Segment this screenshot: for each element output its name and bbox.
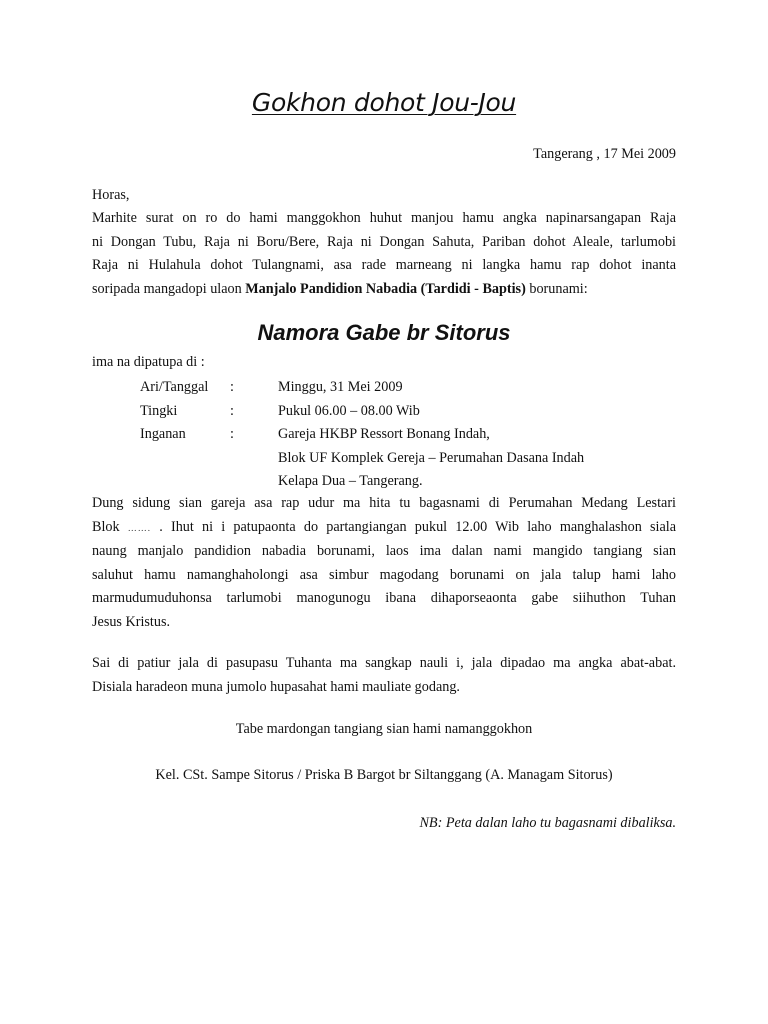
intro-line-2: ni Dongan Tubu, Raja ni Boru/Bere, Raja ni Dongan Sahuta, Pariban dohot Aleale, tarlumobi (92, 233, 676, 250)
details-lead: ima na dipatupa di : (92, 354, 205, 370)
intro-line-4-text: soripada mangadopi ulaon (92, 280, 246, 297)
detail-row-address-1 (140, 447, 584, 471)
detail-colon: : (230, 426, 234, 442)
event-details (140, 376, 584, 494)
detail-label: Ari/Tanggal (140, 379, 209, 395)
detail-value: Minggu, 31 Mei 2009 (278, 379, 403, 395)
body1-line-1: Dung sidung sian gareja asa rap udur ma hita tu bagasnami di Perumahan Medang Lestari (92, 495, 676, 511)
detail-value: Blok UF Komplek Gereja – Perumahan Dasana Indah (278, 449, 585, 466)
closing-line: Tabe mardongan tangiang sian hami namanggokhon (235, 721, 533, 737)
honoree-name: Namora Gabe br Sitorus (257, 320, 511, 345)
body1-line-3: naung manjalo pandidion nabadia borunami, laos ima dalan nami mangido tangiang sian (92, 543, 676, 559)
detail-label: Tingki (140, 402, 178, 419)
event-name: Manjalo Pandidion Nabadia (Tardidi - Baptis) (245, 280, 526, 297)
detail-value: Kelapa Dua – Tangerang. (278, 473, 423, 489)
detail-label: Inganan (140, 426, 186, 442)
body1-line-5: marmudumuduhonsa tarlumobi manogunogu ibana dihaporseaonta gabe siihuthon Tuhan (92, 590, 676, 606)
body1-line-2 (92, 516, 676, 541)
body2-line-1: Sai di patiur jala di pasupasu Tuhanta ma sangkap nauli i, jala dipadao ma angka abat-abat. (92, 655, 676, 671)
intro-line-4 (92, 278, 676, 302)
date-line: Tangerang , 17 Mei 2009 (533, 146, 676, 162)
signature-line: Kel. CSt. Sampe Sitorus / Priska B Bargot br Siltanggang (A. Managam Sitorus) (155, 767, 613, 783)
body-paragraph-2 (92, 652, 676, 699)
intro-line-4-end: borunami: (525, 280, 588, 297)
body1-line-4: saluhut hamu namanghaholongi asa simbur magodang borunami on jala talup hami laho (92, 566, 676, 583)
blank-dots: ……. (127, 522, 152, 533)
body1-line-2-end: . Ihut ni i patupaonta do partangiangan pukul 12.00 Wib laho manghalashon siala (151, 518, 676, 535)
detail-value: Pukul 06.00 – 08.00 Wib (278, 402, 420, 419)
detail-colon: : (230, 402, 234, 419)
detail-row-address-2 (140, 470, 584, 494)
intro-line-3: Raja ni Hulahula dohot Tulangnami, asa rade marneang ni langka hamu rap dohot inanta (92, 257, 676, 273)
detail-label (140, 447, 230, 471)
body1-line-2-start: Blok (92, 518, 128, 535)
intro-line-1: Marhite surat on ro do hami manggokhon huhut manjou hamu angka napinarsangapan Raja (92, 210, 676, 226)
document-page (92, 0, 676, 1024)
footnote: NB: Peta dalan laho tu bagasnami dibaliksa. (419, 815, 676, 831)
detail-value: Gareja HKBP Ressort Bonang Indah, (278, 426, 490, 442)
page-title: Gokhon dohot Jou-Jou (251, 88, 517, 117)
intro-paragraph (92, 207, 676, 301)
detail-colon (230, 470, 278, 494)
detail-row-date (140, 376, 584, 400)
greeting: Horas, (92, 187, 130, 203)
body-paragraph-1 (92, 492, 676, 634)
detail-colon: : (230, 379, 234, 395)
body2-line-2: Disiala haradeon muna jumolo hupasahat hami mauliate godang. (92, 678, 460, 695)
detail-colon (230, 447, 278, 471)
detail-row-place (140, 423, 584, 447)
detail-label (140, 470, 230, 494)
body1-line-6: Jesus Kristus. (92, 613, 171, 630)
detail-row-time (140, 400, 584, 424)
